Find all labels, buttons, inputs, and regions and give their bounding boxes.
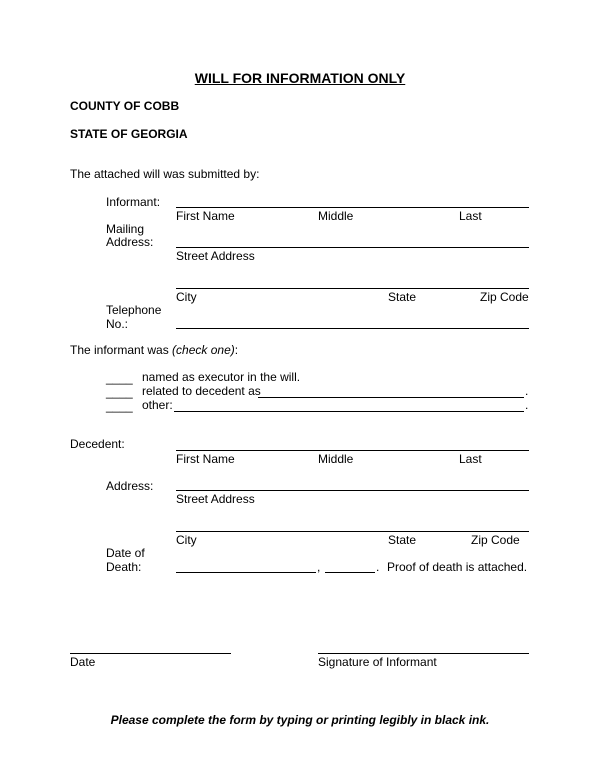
decedent-city-line[interactable] [176,531,529,532]
decedent-address-label: Address: [106,479,154,493]
informant-state-caption: State [388,290,417,304]
decedent-label: Decedent: [70,437,125,451]
county-heading: COUNTY OF COBB [70,99,180,113]
footer-instructions: Please complete the form by typing or printing legibly in black ink. [110,713,490,727]
form-title: WILL FOR INFORMATION ONLY [194,70,406,86]
signature-caption: Signature of Informant [318,655,437,669]
date-caption: Date [70,655,96,669]
decedent-street-line[interactable] [176,490,529,491]
decedent-name-line[interactable] [176,450,529,451]
mailing-label-line2: Address: [106,235,154,249]
informant-middle-caption: Middle [318,209,354,223]
related-period: . [525,384,529,398]
informant-name-line[interactable] [176,207,529,208]
related-as-line[interactable] [258,397,524,398]
option-blank-related[interactable]: ____ [106,385,133,399]
dod-year-line[interactable] [325,572,375,573]
telephone-label-line2: No.: [106,317,129,331]
proof-of-death-text: Proof of death is attached. [387,560,528,574]
informant-street-caption: Street Address [176,249,255,263]
other-line[interactable] [174,411,524,412]
informant-was-text: The informant was (check one): [70,343,239,357]
decedent-first-name-caption: First Name [176,452,235,466]
dod-label-line2: Death: [106,560,142,574]
intro-text: The attached will was submitted by: [70,167,260,181]
decedent-zip-caption: Zip Code [471,533,520,547]
informant-street-line[interactable] [176,247,529,248]
decedent-state-caption: State [388,533,417,547]
dod-month-day-line[interactable] [176,572,316,573]
option-blank-other[interactable]: ____ [106,399,133,413]
telephone-line[interactable] [176,328,529,329]
telephone-label-line1: Telephone [106,303,162,317]
option-text-related: related to decedent as [142,384,261,398]
decedent-city-caption: City [176,533,197,547]
informant-first-name-caption: First Name [176,209,235,223]
option-text-other: other: [142,398,173,412]
informant-city-caption: City [176,290,197,304]
decedent-last-caption: Last [459,452,482,466]
state-heading: STATE OF GEORGIA [70,127,188,141]
dod-period: . [376,560,380,574]
decedent-middle-caption: Middle [318,452,354,466]
date-line[interactable] [70,653,231,654]
informant-last-caption: Last [459,209,482,223]
informant-label: Informant: [106,195,161,209]
dod-label-line1: Date of [106,546,145,560]
dod-comma: , [317,560,321,574]
decedent-street-caption: Street Address [176,492,255,506]
informant-city-line[interactable] [176,288,529,289]
informant-zip-caption: Zip Code [480,290,529,304]
other-period: . [525,398,529,412]
mailing-label-line1: Mailing [106,222,145,236]
option-text-executor: named as executor in the will. [142,370,301,384]
signature-line[interactable] [318,653,529,654]
option-blank-executor[interactable]: ____ [106,371,133,385]
